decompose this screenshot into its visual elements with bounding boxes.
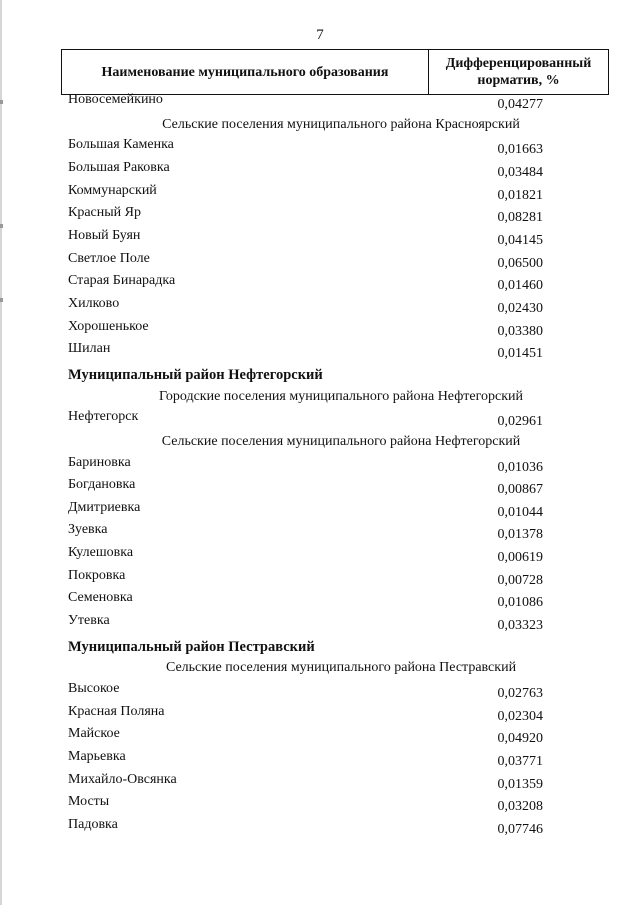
section-subheader-row (0, 115, 640, 138)
normative-value: 0,06500 (497, 255, 543, 271)
normative-value: 0,01036 (497, 459, 543, 475)
district-header-row (0, 636, 640, 659)
settlement-name: Большая Каменка (68, 137, 174, 153)
normative-value: 0,07746 (497, 822, 543, 837)
settlement-name: Шилан (68, 341, 111, 357)
district-header: Муниципальный район Нефтегорский (68, 366, 323, 383)
table-row (0, 545, 640, 568)
settlement-name: Бариновка (68, 454, 131, 470)
table-row (0, 228, 640, 251)
normative-value: 0,01044 (497, 504, 543, 520)
section-subheader-row (0, 658, 640, 681)
table-row (0, 183, 640, 206)
table-row (0, 568, 640, 591)
table-body (0, 92, 640, 840)
table-row (0, 726, 640, 749)
settlement-name: Мосты (68, 794, 110, 810)
settlement-name: Красная Поляна (68, 703, 165, 719)
normative-value: 0,08281 (497, 210, 543, 226)
normative-value: 0,01086 (497, 595, 543, 611)
settlement-name: Майское (68, 726, 120, 742)
district-header-row (0, 364, 640, 387)
table-row (0, 500, 640, 523)
normative-value: 0,01359 (497, 776, 543, 792)
district-header: Муниципальный район Пестравский (68, 638, 315, 655)
settlement-name: Зуевка (68, 522, 108, 538)
table-row (0, 613, 640, 636)
table-row (0, 205, 640, 228)
table-header (61, 49, 609, 95)
settlement-name: Высокое (68, 681, 120, 697)
settlement-name: Семеновка (68, 590, 133, 606)
normative-value: 0,01663 (497, 142, 543, 158)
settlement-name: Новый Буян (68, 227, 141, 243)
table-row (0, 319, 640, 342)
table-row (0, 296, 640, 319)
column-header-normative (429, 50, 608, 94)
normative-value: 0,01378 (497, 527, 543, 543)
section-subheader-row (0, 387, 640, 410)
table-row (0, 590, 640, 613)
table-row (0, 704, 640, 727)
column-header-normative-line1: Дифференцированный (445, 56, 592, 71)
normative-value: 0,03484 (497, 164, 543, 180)
settlement-name: Кулешовка (68, 545, 134, 561)
settlement-name: Покровка (68, 567, 126, 583)
settlement-name: Хилково (68, 295, 120, 311)
section-subheader: Сельские поселения муниципального района Пестравский (165, 660, 517, 676)
table-row (0, 772, 640, 795)
column-header-normative-line2: норматив, % (477, 73, 560, 88)
normative-value: 0,01821 (497, 187, 543, 203)
settlement-name: Дмитриевка (68, 499, 141, 515)
settlement-name: Утевка (68, 613, 110, 629)
normative-value: 0,01451 (497, 346, 543, 362)
table-row (0, 92, 640, 115)
normative-value: 0,04277 (497, 97, 543, 112)
settlement-name: Коммунарский (68, 182, 157, 198)
normative-value: 0,04145 (497, 232, 543, 248)
table-row (0, 137, 640, 160)
settlement-name: Старая Бинарадка (68, 273, 176, 289)
table-row (0, 251, 640, 274)
settlement-name: Марьевка (68, 749, 126, 765)
section-subheader: Сельские поселения муниципального района Красноярский (162, 116, 520, 132)
settlement-name: Падовка (68, 817, 118, 832)
normative-value: 0,00619 (497, 550, 543, 566)
table-row (0, 409, 640, 432)
table-row (0, 681, 640, 704)
settlement-name: Хорошенькое (68, 318, 149, 334)
section-subheader: Сельские поселения муниципального района Нефтегорский (161, 433, 521, 449)
normative-value: 0,02430 (497, 300, 543, 316)
settlement-name: Михайло-Овсянка (68, 771, 177, 787)
table-row (0, 160, 640, 183)
normative-value: 0,03323 (497, 618, 543, 634)
table-row (0, 522, 640, 545)
normative-value: 0,02961 (497, 414, 543, 430)
normative-value: 0,03380 (497, 323, 543, 339)
column-header-name: Наименование муниципального образования (62, 50, 429, 94)
normative-value: 0,04920 (497, 731, 543, 747)
page-number: 7 (316, 27, 324, 43)
normative-value: 0,02304 (497, 708, 543, 724)
table-row (0, 817, 640, 840)
table-row (0, 455, 640, 478)
section-subheader-row (0, 432, 640, 455)
table-row (0, 477, 640, 500)
table-row (0, 273, 640, 296)
table-row (0, 749, 640, 772)
section-subheader: Городские поселения муниципального района Нефтегорский (159, 388, 523, 404)
settlement-name: Красный Яр (68, 205, 141, 221)
settlement-name: Нефтегорск (68, 409, 139, 425)
normative-value: 0,01460 (497, 278, 543, 294)
normative-value: 0,03208 (497, 799, 543, 815)
settlement-name: Новосемейкино (68, 92, 163, 107)
settlement-name: Светлое Поле (68, 250, 150, 266)
normative-value: 0,00867 (497, 482, 543, 498)
normative-value: 0,00728 (497, 572, 543, 588)
table-row (0, 341, 640, 364)
settlement-name: Большая Раковка (68, 159, 170, 175)
normative-value: 0,02763 (497, 686, 543, 702)
normative-value: 0,03771 (497, 754, 543, 770)
settlement-name: Богдановка (68, 477, 136, 493)
table-row (0, 794, 640, 817)
